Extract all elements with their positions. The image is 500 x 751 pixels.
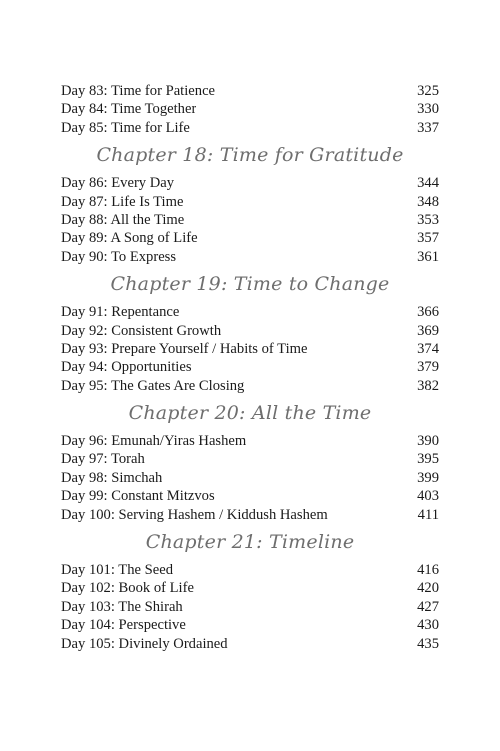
chapter-heading: Chapter 19: Time to Change: [110, 273, 390, 296]
toc-entry: [61, 450, 439, 468]
entry-page-number: 330: [417, 101, 439, 118]
entry-title: Day 90: To Express: [61, 248, 177, 265]
entry-title: Day 86: Every Day: [61, 175, 175, 192]
entry-title: Day 97: Torah: [61, 451, 145, 468]
toc-section: [61, 82, 439, 137]
entry-page-number: 357: [417, 230, 439, 247]
entry-page-number: 374: [417, 340, 439, 357]
toc-entry: [61, 635, 439, 653]
chapter-heading: Chapter 18: Time for Gratitude: [96, 144, 404, 167]
entry-page-number: 337: [417, 119, 439, 136]
toc-entry: [61, 561, 439, 579]
entry-title: Day 92: Consistent Growth: [61, 322, 222, 339]
entry-title: Day 100: Serving Hashem / Kiddush Hashem: [61, 506, 328, 523]
toc-section: [61, 526, 439, 653]
entry-title: Day 91: Repentance: [61, 304, 180, 321]
toc-entry: [61, 358, 439, 376]
toc-entry: [61, 82, 439, 100]
toc-entry: [61, 487, 439, 505]
toc-entry: [61, 174, 439, 192]
toc-entry: [61, 322, 439, 340]
entry-title: Day 89: A Song of Life: [61, 230, 198, 247]
entry-page-number: 399: [417, 469, 439, 486]
entry-page-number: 395: [417, 451, 439, 468]
toc-entry: [61, 506, 439, 524]
toc-entry: [61, 303, 439, 321]
toc-entry: [61, 229, 439, 247]
entry-page-number: 379: [417, 359, 439, 376]
entry-title: Day 99: Constant Mitzvos: [61, 488, 215, 505]
entry-title: Day 105: Divinely Ordained: [61, 635, 228, 652]
toc-section: [61, 268, 439, 395]
toc-entry: [61, 100, 439, 118]
entry-page-number: 348: [417, 193, 439, 210]
entry-page-number: 420: [417, 580, 439, 597]
toc-entry: [61, 119, 439, 137]
entry-title: Day 93: Prepare Yourself / Habits of Time: [61, 340, 308, 357]
entry-page-number: 366: [417, 304, 439, 321]
entry-title: Day 101: The Seed: [61, 562, 173, 579]
entry-page-number: 353: [417, 211, 439, 228]
toc-entry: [61, 340, 439, 358]
entry-title: Day 104: Perspective: [61, 617, 186, 634]
entry-page-number: 344: [417, 175, 439, 192]
toc-section: [61, 397, 439, 524]
toc-entry: [61, 432, 439, 450]
entry-title: Day 103: The Shirah: [61, 598, 183, 615]
entry-title: Day 96: Emunah/Yiras Hashem: [61, 433, 247, 450]
table-of-contents: [61, 82, 439, 653]
toc-entry: [61, 211, 439, 229]
entry-title: Day 88: All the Time: [61, 211, 185, 228]
entry-page-number: 325: [417, 83, 439, 99]
toc-entry: [61, 598, 439, 616]
entry-page-number: 416: [417, 562, 439, 579]
entry-page-number: 427: [417, 598, 439, 615]
entry-page-number: 369: [417, 322, 439, 339]
entry-page-number: 361: [417, 248, 439, 265]
entry-page-number: 403: [417, 488, 439, 505]
toc-entry: [61, 377, 439, 395]
entry-page-number: 390: [417, 433, 439, 450]
chapter-heading: Chapter 20: All the Time: [128, 402, 372, 425]
entry-page-number: 430: [417, 617, 439, 634]
toc-entry: [61, 616, 439, 634]
entry-title: Day 84: Time Together: [61, 101, 197, 118]
entry-page-number: 382: [417, 377, 439, 394]
entry-title: Day 87: Life Is Time: [61, 193, 184, 210]
toc-entry: [61, 193, 439, 211]
entry-title: Day 85: Time for Life: [61, 119, 190, 136]
toc-entry: [61, 579, 439, 597]
entry-title: Day 83: Time for Patience: [61, 83, 216, 99]
chapter-heading: Chapter 21: Timeline: [145, 531, 355, 554]
entry-title: Day 102: Book of Life: [61, 580, 194, 597]
toc-section: [61, 139, 439, 266]
toc-entry: [61, 469, 439, 487]
toc-entry: [61, 248, 439, 266]
entry-page-number: 435: [417, 635, 439, 652]
entry-title: Day 95: The Gates Are Closing: [61, 377, 245, 394]
entry-title: Day 98: Simchah: [61, 469, 163, 486]
entry-page-number: 411: [417, 506, 439, 523]
entry-title: Day 94: Opportunities: [61, 359, 192, 376]
